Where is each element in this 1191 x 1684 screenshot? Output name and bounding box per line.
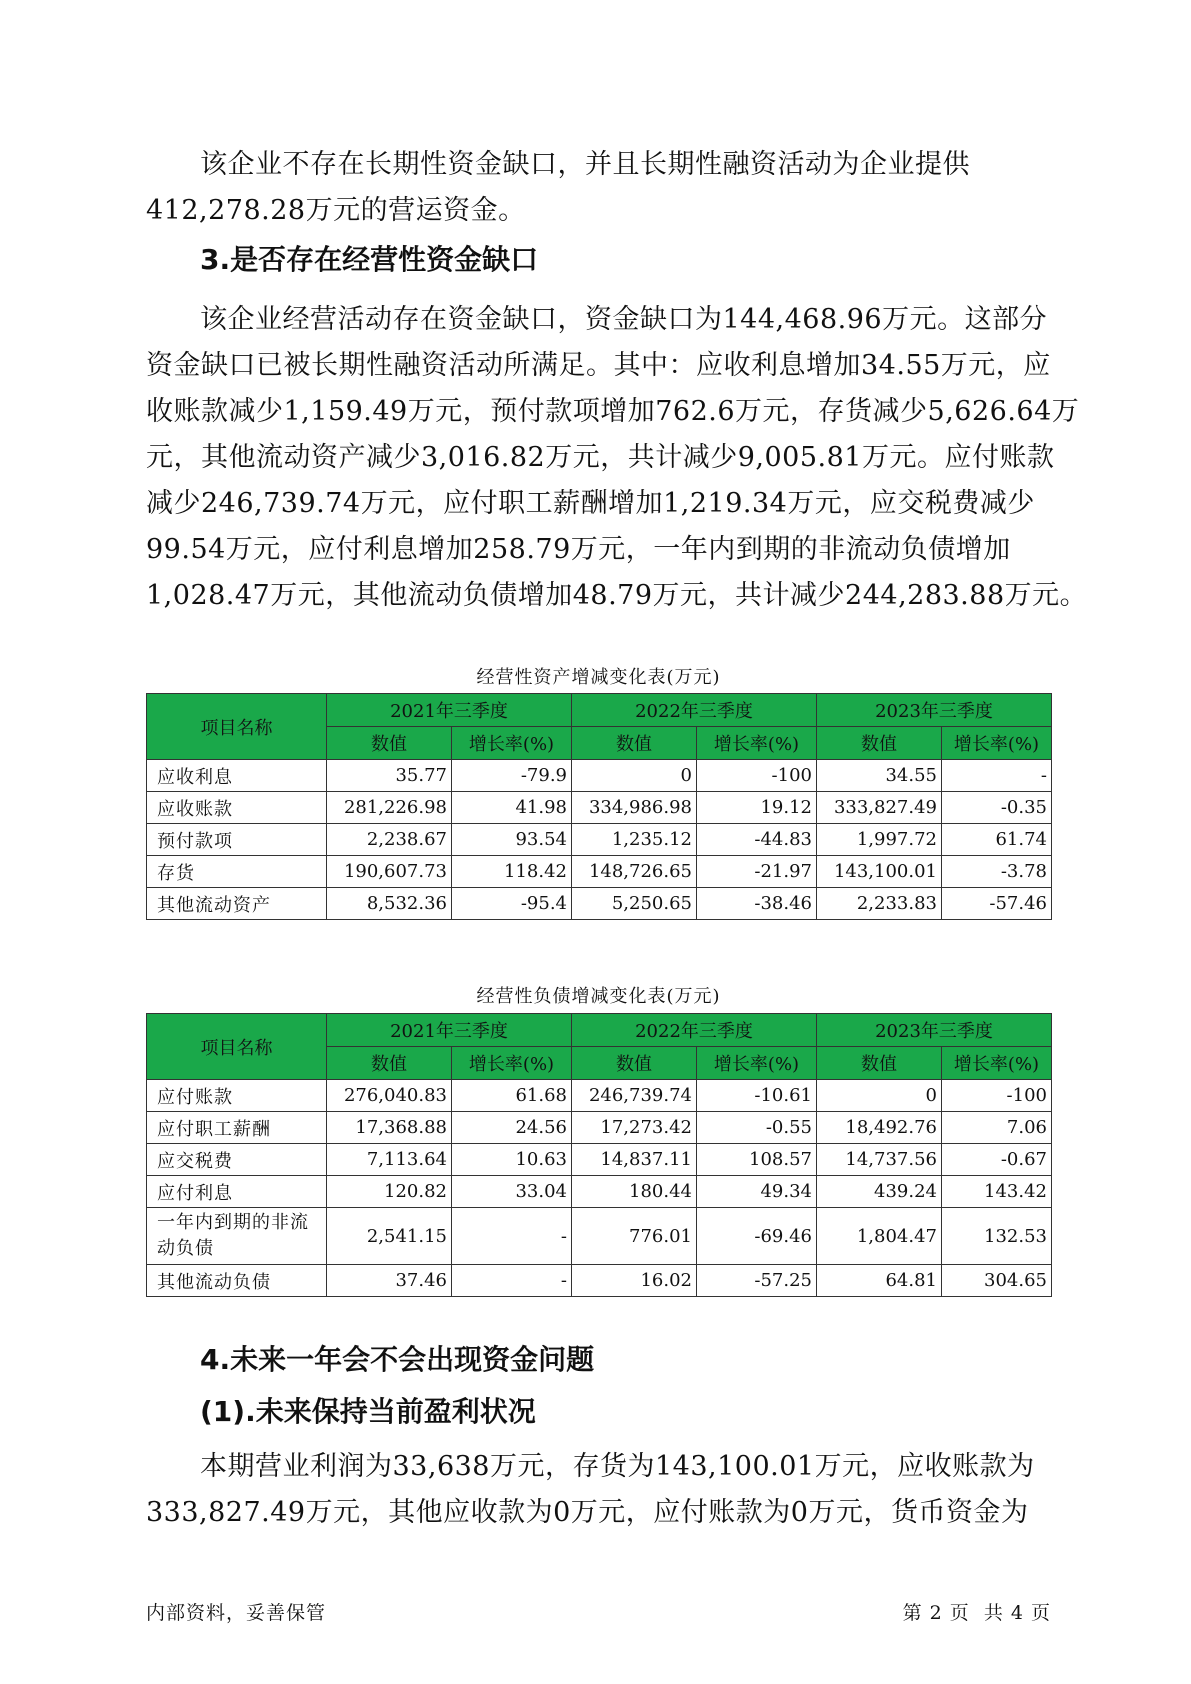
header-item-name: 项目名称 (147, 1014, 327, 1080)
cell: 16.02 (572, 1265, 697, 1297)
cell: -44.83 (697, 824, 817, 856)
header-value: 数值 (817, 727, 942, 760)
cell: 61.68 (452, 1080, 572, 1112)
table-row (147, 1112, 1052, 1144)
row-name: 应收账款 (147, 792, 327, 824)
cell: 33.04 (452, 1176, 572, 1208)
cell: 132.53 (942, 1208, 1052, 1265)
cell: 1,235.12 (572, 824, 697, 856)
paragraph-operating-gap (146, 297, 1088, 619)
cell: -100 (697, 760, 817, 792)
text-line: 该企业经营活动存在资金缺口，资金缺口为144,468.96万元。这部分 (200, 304, 1048, 335)
cell: 35.77 (327, 760, 452, 792)
subsection-heading-4-1: (1).未来保持当前盈利状况 (200, 1395, 536, 1428)
header-period: 2023年三季度 (817, 694, 1052, 727)
cell: 2,541.15 (327, 1208, 452, 1265)
cell: 49.34 (697, 1176, 817, 1208)
cell: 8,532.36 (327, 888, 452, 920)
row-name: 应付账款 (147, 1080, 327, 1112)
cell: 14,737.56 (817, 1144, 942, 1176)
cell: 143,100.01 (817, 856, 942, 888)
header-value: 数值 (572, 1047, 697, 1080)
row-name-line: 动负债 (157, 1238, 214, 1259)
cell: 14,837.11 (572, 1144, 697, 1176)
row-name-line: 一年内到期的非流 (157, 1212, 309, 1233)
cell: -57.46 (942, 888, 1052, 920)
cell: 37.46 (327, 1265, 452, 1297)
cell: 64.81 (817, 1265, 942, 1297)
cell: 304.65 (942, 1265, 1052, 1297)
cell: 24.56 (452, 1112, 572, 1144)
header-growth: 增长率(%) (452, 1047, 572, 1080)
row-name: 其他流动资产 (147, 888, 327, 920)
cell: - (452, 1265, 572, 1297)
header-period: 2022年三季度 (572, 1014, 817, 1047)
cell: 17,368.88 (327, 1112, 452, 1144)
cell: -38.46 (697, 888, 817, 920)
cell: -95.4 (452, 888, 572, 920)
cell: 7.06 (942, 1112, 1052, 1144)
liabilities-table (146, 1013, 1052, 1297)
footer-page-number: 第 2 页 共 4 页 (902, 1602, 1051, 1624)
table-row (147, 792, 1052, 824)
header-item-name: 项目名称 (147, 694, 327, 760)
cell: 276,040.83 (327, 1080, 452, 1112)
cell: -57.25 (697, 1265, 817, 1297)
header-value: 数值 (327, 1047, 452, 1080)
text-line: 该企业不存在长期性资金缺口，并且长期性融资活动为企业提供 (200, 149, 970, 180)
footer-confidential-note: 内部资料，妥善保管 (146, 1602, 327, 1624)
table-row (147, 1265, 1052, 1297)
header-growth: 增长率(%) (942, 1047, 1052, 1080)
assets-table-caption: 经营性资产增减变化表(万元) (476, 667, 721, 688)
cell: -100 (942, 1080, 1052, 1112)
cell: 439.24 (817, 1176, 942, 1208)
text-line: 333,827.49万元，其他应收款为0万元，应付账款为0万元，货币资金为 (146, 1497, 1029, 1528)
header-period: 2021年三季度 (327, 1014, 572, 1047)
table-row (147, 1144, 1052, 1176)
header-growth: 增长率(%) (697, 1047, 817, 1080)
text-line: 资金缺口已被长期性融资活动所满足。其中：应收利息增加34.55万元，应 (146, 350, 1051, 381)
cell: -10.61 (697, 1080, 817, 1112)
cell: 10.63 (452, 1144, 572, 1176)
cell: 334,986.98 (572, 792, 697, 824)
cell: 61.74 (942, 824, 1052, 856)
table-row (147, 888, 1052, 920)
cell: 190,607.73 (327, 856, 452, 888)
section-heading-4: 4.未来一年会不会出现资金问题 (200, 1343, 595, 1376)
row-name: 预付款项 (147, 824, 327, 856)
table-row (147, 824, 1052, 856)
cell: 108.57 (697, 1144, 817, 1176)
cell: 93.54 (452, 824, 572, 856)
row-name: 应付利息 (147, 1176, 327, 1208)
assets-table (146, 693, 1052, 920)
cell: 180.44 (572, 1176, 697, 1208)
row-name: 应交税费 (147, 1144, 327, 1176)
header-growth: 增长率(%) (697, 727, 817, 760)
row-name: 应收利息 (147, 760, 327, 792)
row-name (147, 1208, 327, 1265)
cell: 2,233.83 (817, 888, 942, 920)
cell: 246,739.74 (572, 1080, 697, 1112)
liabilities-table-caption: 经营性负债增减变化表(万元) (476, 986, 721, 1007)
table-row (147, 760, 1052, 792)
text-line: 1,028.47万元，其他流动负债增加48.79万元，共计减少244,283.88万元。 (146, 580, 1088, 611)
cell: -21.97 (697, 856, 817, 888)
cell: 0 (817, 1080, 942, 1112)
header-growth: 增长率(%) (942, 727, 1052, 760)
cell: 19.12 (697, 792, 817, 824)
cell: 17,273.42 (572, 1112, 697, 1144)
cell: 7,113.64 (327, 1144, 452, 1176)
cell: - (942, 760, 1052, 792)
cell: 5,250.65 (572, 888, 697, 920)
row-name: 其他流动负债 (147, 1265, 327, 1297)
header-value: 数值 (817, 1047, 942, 1080)
cell: 1,804.47 (817, 1208, 942, 1265)
header-period: 2023年三季度 (817, 1014, 1052, 1047)
cell: 34.55 (817, 760, 942, 792)
header-value: 数值 (572, 727, 697, 760)
cell: -69.46 (697, 1208, 817, 1265)
cell: 18,492.76 (817, 1112, 942, 1144)
header-growth: 增长率(%) (452, 727, 572, 760)
header-period: 2021年三季度 (327, 694, 572, 727)
paragraph-profit-status (146, 1444, 1051, 1536)
cell: 118.42 (452, 856, 572, 888)
cell: -79.9 (452, 760, 572, 792)
table-row (147, 1176, 1052, 1208)
row-name: 应付职工薪酬 (147, 1112, 327, 1144)
table-row (147, 856, 1052, 888)
cell: 148,726.65 (572, 856, 697, 888)
header-value: 数值 (327, 727, 452, 760)
text-line: 本期营业利润为33,638万元，存货为143,100.01万元，应收账款为 (200, 1451, 1035, 1482)
text-line: 元，其他流动资产减少3,016.82万元，共计减少9,005.81万元。应付账款 (146, 442, 1055, 473)
paragraph-long-term-funding (146, 142, 1051, 234)
cell: 41.98 (452, 792, 572, 824)
cell: 2,238.67 (327, 824, 452, 856)
table-row (147, 1080, 1052, 1112)
cell: 0 (572, 760, 697, 792)
cell: 143.42 (942, 1176, 1052, 1208)
cell: 1,997.72 (817, 824, 942, 856)
cell: -0.67 (942, 1144, 1052, 1176)
cell: 333,827.49 (817, 792, 942, 824)
text-line: 收账款减少1,159.49万元，预付款项增加762.6万元，存货减少5,626.64万 (146, 396, 1080, 427)
header-period: 2022年三季度 (572, 694, 817, 727)
cell: -0.35 (942, 792, 1052, 824)
text-line: 412,278.28万元的营运资金。 (146, 195, 526, 226)
row-name: 存货 (147, 856, 327, 888)
cell: 120.82 (327, 1176, 452, 1208)
section-heading-3: 3.是否存在经营性资金缺口 (200, 243, 539, 276)
text-line: 减少246,739.74万元，应付职工薪酬增加1,219.34万元，应交税费减少 (146, 488, 1035, 519)
cell: - (452, 1208, 572, 1265)
cell: 281,226.98 (327, 792, 452, 824)
table-row (147, 1208, 1052, 1265)
cell: -0.55 (697, 1112, 817, 1144)
cell: -3.78 (942, 856, 1052, 888)
text-line: 99.54万元，应付利息增加258.79万元，一年内到期的非流动负债增加 (146, 534, 1011, 565)
cell: 776.01 (572, 1208, 697, 1265)
